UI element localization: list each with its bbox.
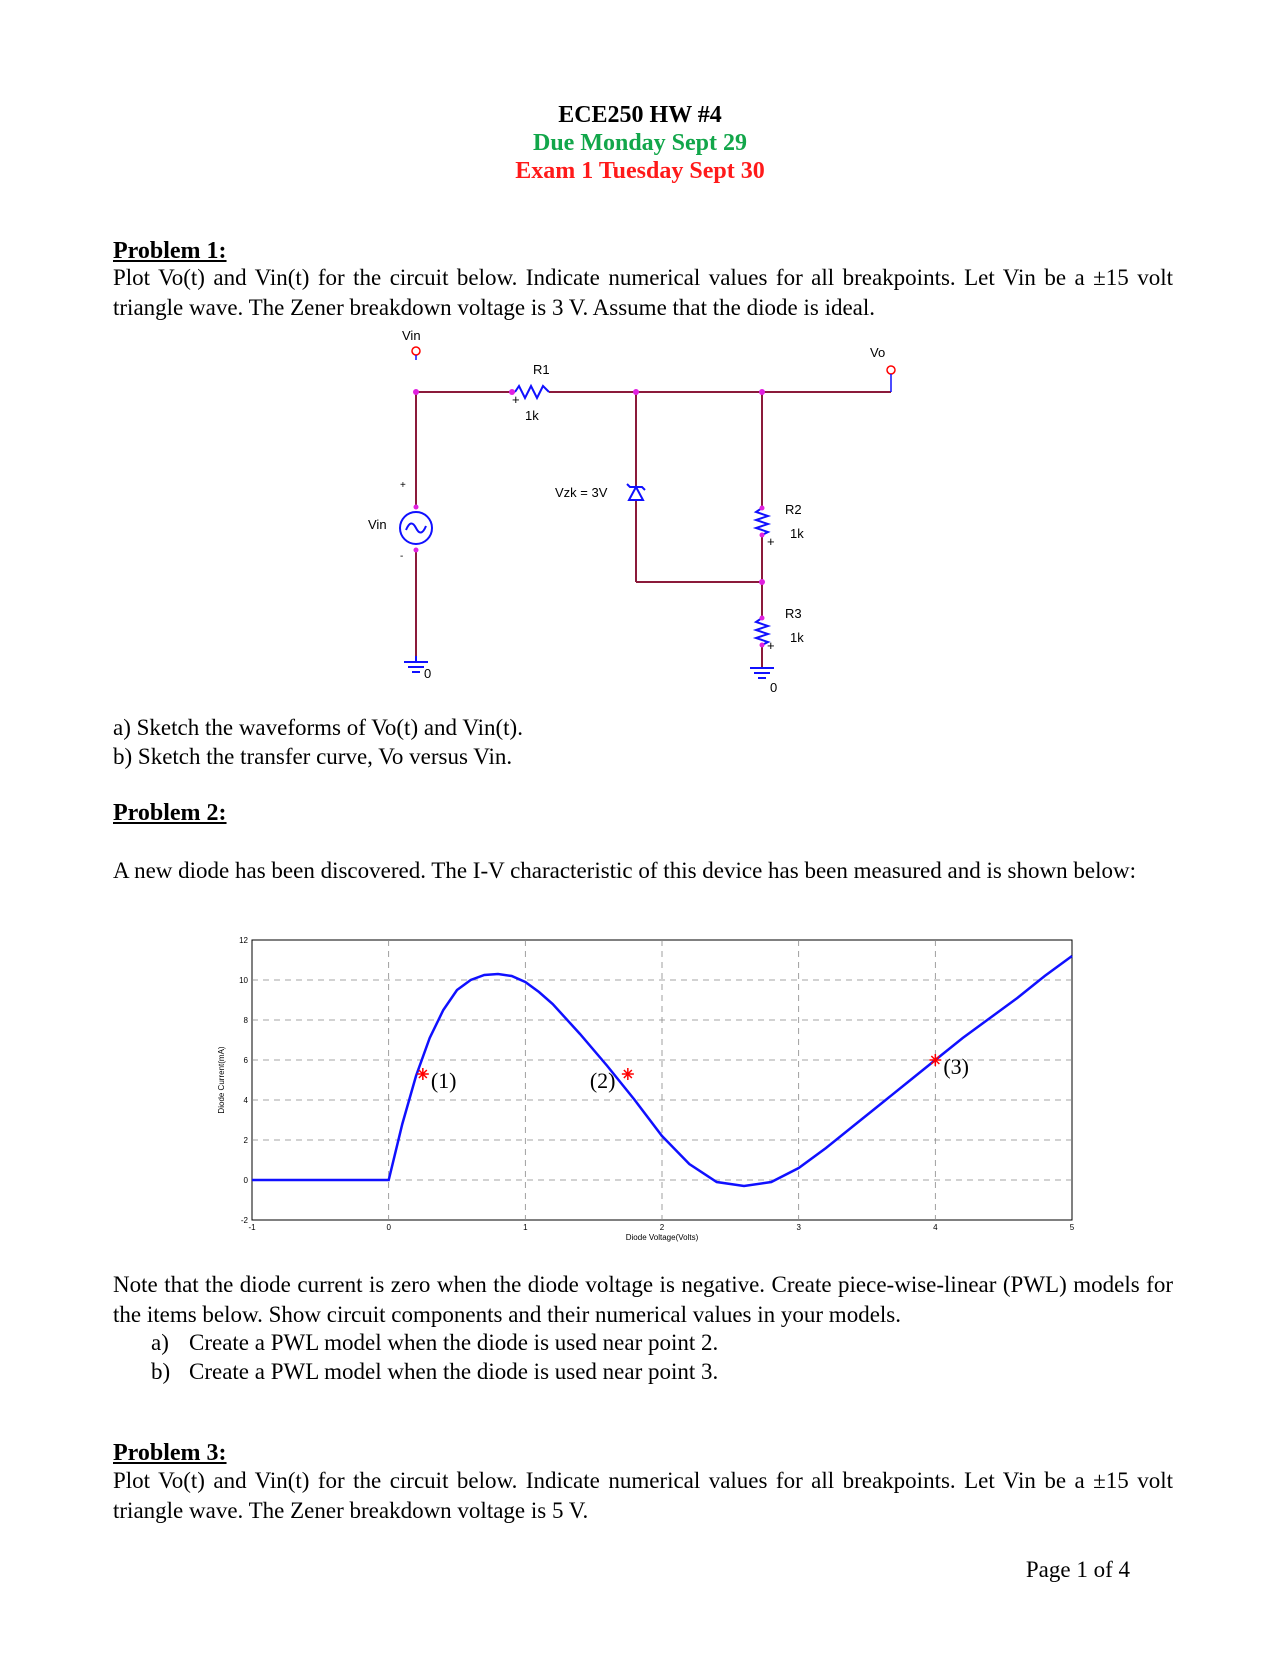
tick-labels <box>239 936 1075 1232</box>
x-tick-label: 5 <box>1069 1223 1075 1232</box>
item-a-text: Create a PWL model when the diode is used near point 2. <box>189 1330 719 1355</box>
zener-label: Vzk = 3V <box>555 485 608 500</box>
point-label-2: (2) <box>589 1068 616 1093</box>
item-a-label: a) <box>151 1330 169 1355</box>
y-tick-label: 0 <box>243 1176 248 1185</box>
wires <box>416 392 891 668</box>
circuit-schematic <box>0 330 1280 700</box>
ground-right-label: 0 <box>770 680 778 695</box>
r3-value: 1k <box>790 630 804 645</box>
y-tick-label: -2 <box>240 1216 248 1225</box>
y-tick-label: 6 <box>243 1056 248 1065</box>
problem2-item-a <box>151 1328 718 1358</box>
y-tick-label: 10 <box>239 976 248 985</box>
problem1-heading: Problem 1: <box>113 238 227 264</box>
r2-value: 1k <box>790 526 804 541</box>
x-axis-label: Diode Voltage(Volts) <box>625 1233 699 1242</box>
r2-resistor <box>756 508 768 535</box>
problem3-text: Plot Vo(t) and Vin(t) for the circuit below. Indicate numerical values for all breakpoints. Let Vin be a ±15 volt triangle wave. The Zener breakdown voltage is 5 V. <box>113 1468 1173 1523</box>
x-tick-label: -1 <box>248 1223 256 1232</box>
problem3-heading: Problem 3: <box>113 1440 227 1466</box>
x-tick-label: 3 <box>796 1223 801 1232</box>
x-tick-label: 4 <box>933 1223 938 1232</box>
item-b-text: Create a PWL model when the diode is used near point 3. <box>189 1359 719 1384</box>
problem2-heading: Problem 2: <box>113 800 227 826</box>
x-tick-label: 0 <box>386 1223 391 1232</box>
r3-plus: + <box>767 638 775 653</box>
grid-lines <box>252 940 1072 1220</box>
problem2-item-b <box>151 1357 718 1387</box>
problem2-text: A new diode has been discovered. The I-V characteristic of this device has been measured and is shown below: <box>113 858 1136 883</box>
exam-date: Exam 1 Tuesday Sept 30 <box>515 158 765 184</box>
plot-frame <box>252 940 1072 1220</box>
problem1-part-b: b) Sketch the transfer curve, Vo versus Vin. <box>113 744 513 769</box>
vin-node-label: Vin <box>402 330 421 343</box>
source-minus: - <box>400 551 404 562</box>
ground-symbol-right <box>750 668 774 678</box>
page-number: Page 1 of 4 <box>1025 1557 1130 1582</box>
iv-chart <box>210 935 1080 1255</box>
zener-diode <box>627 484 645 500</box>
vo-node-label: Vo <box>870 345 886 360</box>
r1-plus: + <box>512 392 520 407</box>
r2-plus: + <box>767 534 775 549</box>
point-label-1: (1) <box>430 1068 457 1093</box>
doc-title: ECE250 HW #4 <box>558 102 722 128</box>
vin-terminal <box>412 347 420 360</box>
x-tick-label: 2 <box>659 1223 665 1232</box>
problem2-note: Note that the diode current is zero when the diode voltage is negative. Create piece-wise-linear (PWL) models for the items below. Show circuit components and their numerical values in your models. <box>113 1272 1173 1327</box>
due-date: Due Monday Sept 29 <box>532 130 748 156</box>
source-plus: + <box>400 480 406 491</box>
y-tick-label: 8 <box>243 1016 248 1025</box>
x-tick-label: 1 <box>523 1223 528 1232</box>
problem1-part-a: a) Sketch the waveforms of Vo(t) and Vin(t). <box>113 715 523 740</box>
y-axis-label: Diode Current(mA) <box>217 1046 226 1114</box>
vo-terminal <box>887 366 895 392</box>
y-tick-label: 2 <box>243 1136 248 1145</box>
voltage-source <box>400 512 432 544</box>
point-marker-2 <box>622 1068 634 1080</box>
r3-label: R3 <box>785 606 802 621</box>
point-label-3: (3) <box>943 1054 969 1079</box>
item-b-label: b) <box>151 1359 171 1384</box>
r1-label: R1 <box>533 362 550 377</box>
y-tick-label: 4 <box>243 1096 248 1105</box>
source-label: Vin <box>368 517 387 532</box>
r2-label: R2 <box>785 502 802 517</box>
y-tick-label: 12 <box>239 936 248 945</box>
r1-resistor <box>515 386 549 398</box>
problem1-text: Plot Vo(t) and Vin(t) for the circuit below. Indicate numerical values for all breakpoints. Let Vin be a ±15 volt triangle wave. The Zener breakdown voltage is 3 V. Assume that the diode is ideal. <box>113 265 1173 320</box>
junction-dots <box>413 389 765 648</box>
ground-left-label: 0 <box>424 666 432 681</box>
r1-value: 1k <box>525 408 539 423</box>
